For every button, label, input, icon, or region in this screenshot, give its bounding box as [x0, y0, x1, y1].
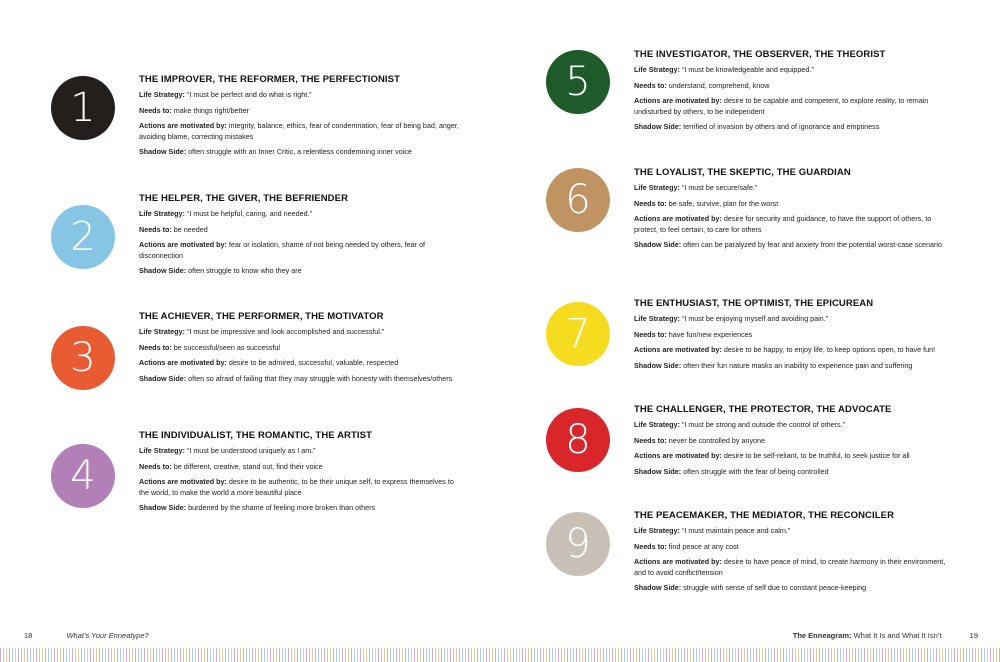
shadow-side: Shadow Side: terrified of invasion by others and of ignorance and emptiness — [634, 122, 880, 131]
type-number-circle: 6 — [546, 168, 610, 232]
type-title: THE LOYALIST, THE SKEPTIC, THE GUARDIAN — [634, 167, 851, 178]
shadow-side: Shadow Side: often struggle to know who they are — [139, 266, 302, 275]
type-number-circle: 7 — [546, 302, 610, 366]
life-strategy: Life Strategy: “I must be impressive and look accomplished and successful.” — [139, 327, 385, 336]
type-title: THE PEACEMAKER, THE MEDIATOR, THE RECONCILER — [634, 510, 895, 521]
life-strategy: Life Strategy: “I must be knowledgeable and equipped.” — [634, 65, 814, 74]
left-page-footer — [24, 631, 149, 640]
shadow-side: Shadow Side: often can be paralyzed by fear and anxiety from the potential worst-case scenario — [634, 240, 943, 249]
needs-to: Needs to: make things right/better — [139, 105, 249, 115]
shadow-side: Shadow Side: often so afraid of failing that they may struggle with honesty with themselves/others — [139, 373, 453, 383]
running-title: The Enneagram: What It Is and What It Isn’t — [792, 631, 942, 640]
type-title: THE INDIVIDUALIST, THE ROMANTIC, THE ARTIST — [139, 430, 373, 441]
type-title: THE ACHIEVER, THE PERFORMER, THE MOTIVATOR — [139, 311, 384, 322]
type-number-circle: 3 — [51, 326, 115, 390]
motivated-by: Actions are motivated by: desire to be capable and competent, to explore reality, to remain undisturbed by others, to be independent — [634, 96, 929, 116]
shadow-side: Shadow Side: struggle with sense of self due to constant peace-keeping — [634, 583, 867, 592]
life-strategy: Life Strategy: “I must be secure/safe.” — [634, 183, 758, 192]
motivated-by: Actions are motivated by: integrity, balance, ethics, fear of condemnation, fear of being bad, anger, avoiding blame, correcting mistakes — [139, 121, 459, 141]
life-strategy: Life Strategy: “I must be strong and outside the control of others.” — [634, 420, 845, 429]
life-strategy: Life Strategy: “I must maintain peace and calm.” — [634, 526, 791, 535]
type-number-circle: 4 — [51, 444, 115, 508]
type-number-circle: 9 — [546, 512, 610, 576]
type-title: THE IMPROVER, THE REFORMER, THE PERFECTIONIST — [139, 74, 401, 85]
motivated-by: Actions are motivated by: desire to be admired, successful, valuable, respected — [139, 358, 399, 367]
needs-to: Needs to: be different, creative, stand out, find their voice — [139, 461, 323, 471]
life-strategy: Life Strategy: “I must be understood uniquely as I am.” — [139, 446, 316, 455]
needs-to: Needs to: be safe, survive, plan for the worst — [634, 198, 779, 208]
motivated-by: Actions are motivated by: fear or isolation, shame of not being needed by others, fear of disconnection — [139, 240, 426, 260]
shadow-side: Shadow Side: burdened by the shame of feeling more broken than others — [139, 503, 376, 512]
shadow-side: Shadow Side: often their fun nature masks an inability to experience pain and suffering — [634, 360, 913, 370]
life-strategy: Life Strategy: “I must be enjoying myself and avoiding pain.” — [634, 314, 829, 323]
right-page-footer — [793, 631, 978, 640]
page-number: 18 — [24, 631, 33, 640]
needs-to: Needs to: be needed — [139, 224, 208, 234]
motivated-by: Actions are motivated by: desire to have peace of mind, to create harmony in their environment, and to avoid conflict/tension — [634, 557, 946, 577]
type-number-circle: 5 — [546, 50, 610, 114]
life-strategy: Life Strategy: “I must be perfect and do what is right.” — [139, 90, 312, 99]
motivated-by: Actions are motivated by: desire to be happy, to enjoy life, to keep options open, to have fun! — [634, 345, 936, 354]
type-title: THE CHALLENGER, THE PROTECTOR, THE ADVOCATE — [634, 404, 892, 415]
motivated-by: Actions are motivated by: desire for security and guidance, to have the support of others, to protect, to feel certain, to care for others — [634, 214, 932, 234]
type-number-circle: 1 — [51, 76, 115, 140]
motivated-by: Actions are motivated by: desire to be authentic, to be their unique self, to express themselves to the world, to make the world a more beautiful place — [139, 477, 454, 497]
page-number: 19 — [969, 631, 978, 640]
type-title: THE HELPER, THE GIVER, THE BEFRIENDER — [139, 193, 349, 204]
needs-to: Needs to: have fun/new experiences — [634, 329, 753, 339]
type-number-circle: 2 — [51, 205, 115, 269]
type-number-circle: 8 — [546, 408, 610, 472]
life-strategy: Life Strategy: “I must be helpful, caring, and needed.” — [139, 209, 312, 218]
running-title: What’s Your Enneatype? — [66, 631, 149, 640]
decorative-stripe-border — [0, 648, 1000, 662]
motivated-by: Actions are motivated by: desire to be self-reliant, to be truthful, to seek justice for all — [634, 451, 910, 460]
shadow-side: Shadow Side: often struggle with the fear of being controlled — [634, 466, 829, 476]
type-title: THE ENTHUSIAST, THE OPTIMIST, THE EPICUREAN — [634, 298, 874, 309]
needs-to: Needs to: never be controlled by anyone — [634, 435, 766, 445]
needs-to: Needs to: find peace at any cost — [634, 541, 739, 551]
type-title: THE INVESTIGATOR, THE OBSERVER, THE THEORIST — [634, 49, 886, 60]
shadow-side: Shadow Side: often struggle with an Inner Critic, a relentless condemning inner voice — [139, 147, 412, 156]
needs-to: Needs to: be successful/seen as successful — [139, 342, 281, 352]
needs-to: Needs to: understand, comprehend, know — [634, 80, 770, 90]
